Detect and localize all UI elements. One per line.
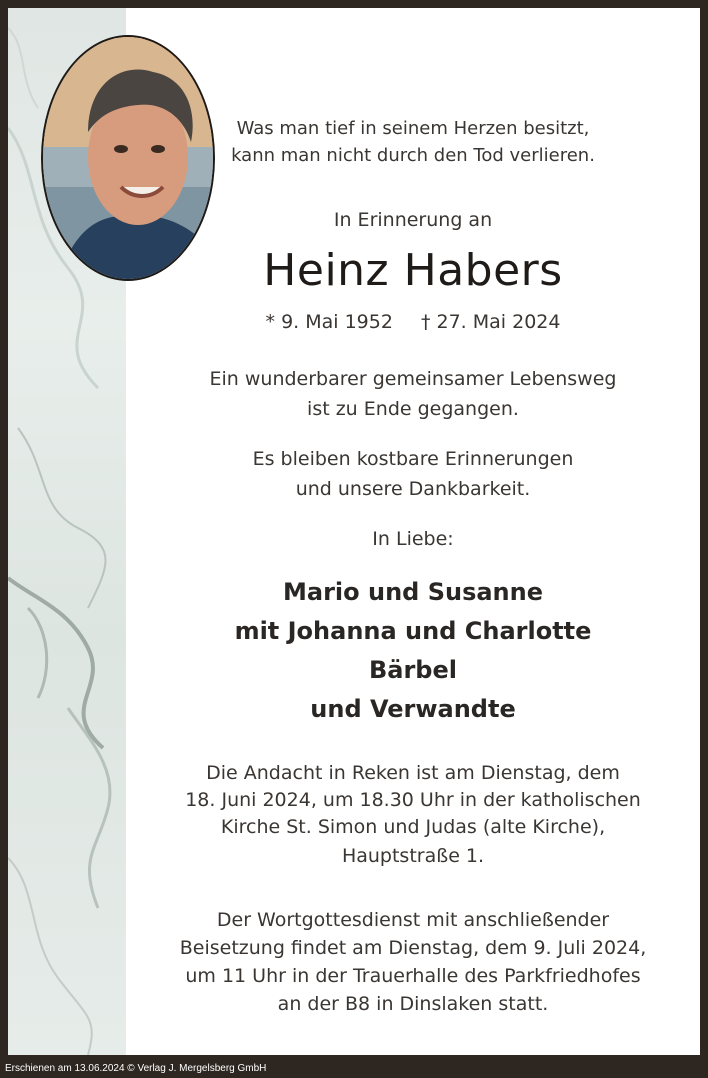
death-date: † 27. Mai 2024 [420,311,561,333]
obituary-text [126,8,700,1055]
service1-line-3: Kirche St. Simon und Judas (alte Kirche), [220,816,606,838]
publication-footer: Erschienen am 13.06.2024 © Verlag J. Mergelsberg GmbH [5,1063,267,1074]
deceased-name: Heinz Habers [263,245,563,296]
mourner-1: Mario und Susanne [283,578,543,606]
service1-line-2: 18. Juni 2024, um 18.30 Uhr in der katholischen [185,789,641,811]
life-dates [126,308,700,336]
intro-text: In Erinnerung an [333,209,493,231]
service2-line-3: um 11 Uhr in der Trauerhalle des Parkfriedhofes [185,965,641,987]
mourner-4: und Verwandte [310,695,516,723]
text2-line-2: und unsere Dankbarkeit. [295,478,531,500]
mourner-2: mit Johanna und Charlotte [234,617,592,645]
quote-line-2: kann man nicht durch den Tod verlieren. [231,145,595,166]
text2-line-1: Es bleiben kostbare Erinnerungen [252,448,574,470]
service2-line-1: Der Wortgottesdienst mit anschließender [216,909,610,931]
birth-date: * 9. Mai 1952 [265,311,393,333]
service2-line-4: an der B8 in Dinslaken statt. [277,993,549,1015]
text1-line-2: ist zu Ende gegangen. [307,398,519,420]
service1-line-4: Hauptstraße 1. [341,845,485,867]
text1-line-1: Ein wunderbarer gemeinsamer Lebensweg [209,368,617,390]
obituary-card [8,8,700,1055]
service2-line-2: Beisetzung findet am Dienstag, dem 9. Juli 2024, [179,937,647,959]
mourner-3: Bärbel [368,656,457,684]
in-love-label: In Liebe: [372,528,454,550]
quote-line-1: Was man tief in seinem Herzen besitzt, [236,118,590,139]
service1-line-1: Die Andacht in Reken ist am Dienstag, dem [206,762,620,784]
